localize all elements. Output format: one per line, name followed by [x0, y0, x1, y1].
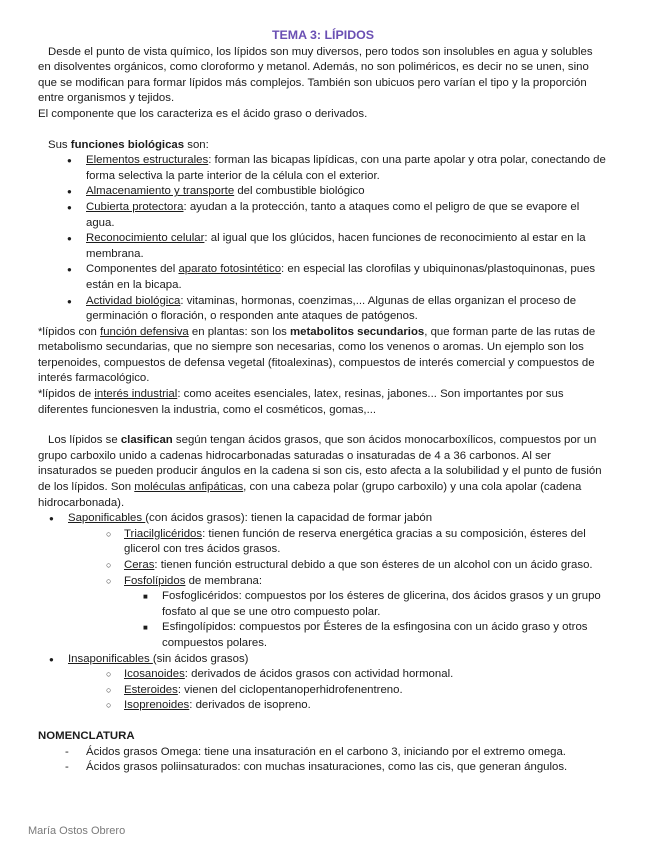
nomenclatura-list: [38, 745, 608, 776]
list-item: ■ Fosfoglicéridos: compuestos por los ésteres de glicerina, dos ácidos grasos y un grupo fosfato al que se une otro compuesto polar.: [38, 589, 608, 620]
list-item: ○ Fosfolípidos de membrana:: [38, 574, 608, 590]
author-footer: María Ostos Obrero: [28, 825, 126, 837]
list-item: ● Insaponificables (sin ácidos grasos): [38, 652, 608, 668]
list-item: ○ Icosanoides: derivados de ácidos grasos con actividad hormonal.: [38, 667, 608, 683]
list-item: ■ Esfingolípidos: compuestos por Ésteres de la esfingosina con un ácido graso y otros compuestos polares.: [38, 620, 608, 651]
list-item: - Ácidos grasos poliinsaturados: con muchas insaturaciones, como las cis, que generan ángulos.: [38, 760, 608, 776]
funciones-list: [38, 153, 608, 325]
funciones-lead: Sus funciones biológicas son:: [48, 138, 209, 151]
list-item: ○ Ceras: tienen función estructural debido a que son ésteres de un alcohol con un ácido graso.: [38, 558, 608, 574]
page-title: TEMA 3: LÍPIDOS: [271, 28, 375, 42]
saponificables-list: [38, 511, 608, 527]
saponificables-sublist: [38, 527, 608, 589]
note-industrial: *lípidos de interés industrial: como aceites esenciales, latex, resinas, jabones... Son importantes por sus diferentes funcionesven la industria, como el cosméticos, gomas,...: [38, 388, 564, 416]
list-item: ● Saponificables (con ácidos grasos): tienen la capacidad de formar jabón: [38, 511, 608, 527]
list-item: - Ácidos grasos Omega: tiene una insaturación en el carbono 3, iniciando por el extremo omega.: [38, 745, 608, 761]
list-item: ● Reconocimiento celular: al igual que los glúcidos, hacen funciones de reconocimiento al estar en la membrana.: [38, 231, 608, 262]
nomenclatura-heading: NOMENCLATURA: [38, 729, 135, 742]
insaponificables-list: [38, 652, 608, 668]
note-defensive: *lípidos con función defensiva en plantas: son los metabolitos secundarios, que forman parte de las rutas de metabolismo secundarias, que no siempre son necesarias, como los venenos o aromas. Un ejemplo son los terpenoides, compuestos de defensa vegetal (fitoalexinas), compuestos de interés comercial y compuestos de interés farmacológico.: [38, 325, 596, 385]
list-item: ○ Triacilglicéridos: tienen función de reserva energética gracias a su composición, ésteres del glicerol con tres ácidos grasos.: [38, 527, 608, 558]
list-item: ● Actividad biológica: vitaminas, hormonas, coenzimas,... Algunas de ellas organizan el proceso de germinación o floración, o responden ante ataques de patógenos.: [38, 294, 608, 325]
intro-paragraph-2: El componente que los caracteriza es el ácido graso o derivados.: [38, 107, 368, 120]
list-item: ○ Isoprenoides: derivados de isopreno.: [38, 698, 608, 714]
list-item: ● Elementos estructurales: forman las bicapas lipídicas, con una parte apolar y otra polar, conectando de forma selectiva la parte interior de la célula con el exterior.: [38, 153, 608, 184]
list-item: ● Almacenamiento y transporte del combustible biológico: [38, 184, 608, 200]
insaponificables-sublist: [38, 667, 608, 714]
document-body: [38, 28, 608, 776]
fosfolipidos-sublist: [38, 589, 608, 651]
list-item: ● Componentes del aparato fotosintético: en especial las clorofilas y ubiquinonas/plastoquinonas, pues están en la bicapa.: [38, 262, 608, 293]
clasificacion-paragraph: Los lípidos se clasifican según tengan ácidos grasos, que son ácidos monocarboxílicos, compuestos por un grupo carboxilo unido a cadenas hidrocarbonadas saturadas o insaturadas de 4 a 36 carbonos. Al ser insaturados se pueden producir ángulos en la cadena si son cis, esto afecta a la solubilidad y el punto de fusión de los lípidos. Son moléculas anfipáticas, con una cabeza polar (grupo carboxilo) y una cola apolar (cadena hidrocarbonada).: [38, 434, 602, 509]
intro-paragraph: Desde el punto de vista químico, los lípidos son muy diversos, pero todos son insolubles en agua y solubles en disolventes orgánicos, como cloroformo y metanol. Además, no son poliméricos, es decir no se unen, sino que se modifican para formar lípidos más complejos. También son ubicuos pero varían el tipo y la proporción entre organismos y tejidos.: [38, 45, 593, 105]
list-item: ● Cubierta protectora: ayudan a la protección, tanto a ataques como el peligro de que se evapore el agua.: [38, 200, 608, 231]
list-item: ○ Esteroides: vienen del ciclopentanoperhidrofenentreno.: [38, 683, 608, 699]
